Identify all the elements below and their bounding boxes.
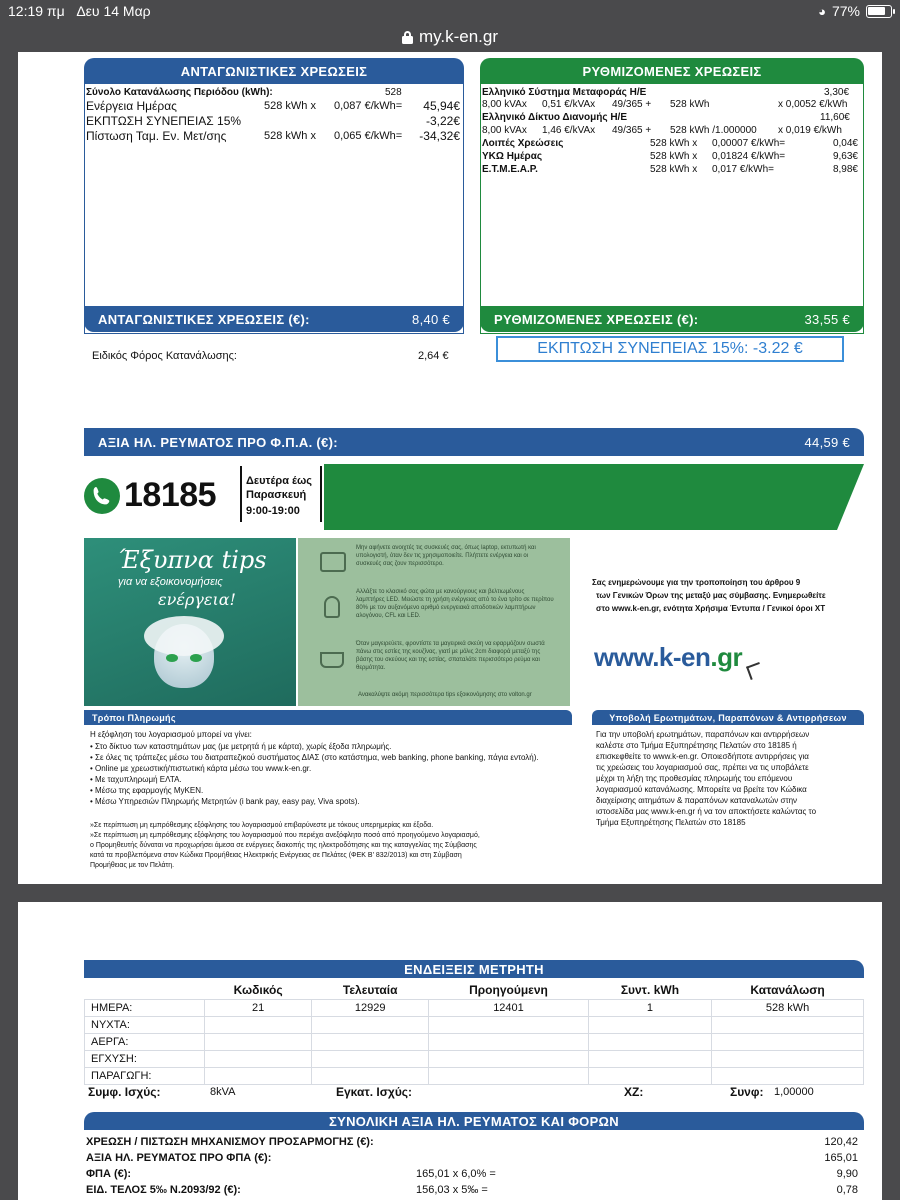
regulated-row-label: Ε.Τ.Μ.Ε.Α.Ρ. (482, 164, 538, 175)
payment-method-item: • Στο δίκτυο των καταστημάτων μας (με μετρητά ή με κάρτα), χωρίς έξοδα πληρωμής. (90, 742, 392, 751)
meter-cell: ΑΕΡΓΑ: (85, 1033, 205, 1050)
competitive-row-qty: 528 kWh x (264, 130, 316, 142)
payment-note-line: Προμήθειας με τον Πελάτη. (90, 862, 175, 869)
meter-row (85, 1033, 864, 1050)
battery-percent: 77% (831, 3, 860, 19)
total-consumption-label: Σύνολο Κατανάλωσης Περιόδου (kWh): (86, 87, 273, 98)
summary-row-label: ΕΙΔ. ΤΕΛΟΣ 5‰ Ν.2093/92 (€): (86, 1184, 241, 1196)
meter-cell: ΗΜΕΡΑ: (85, 999, 205, 1016)
mascot-image (154, 624, 214, 688)
consumption-tax-value: 2,64 € (418, 350, 449, 362)
meter-cell: ΝΥΧΤΑ: (85, 1016, 205, 1033)
regulated-row-amount: 0,04€ (832, 138, 858, 149)
green-banner (324, 464, 864, 530)
competitive-row-label: ΕΚΠΤΩΣΗ ΣΥΝΕΠΕΙΑΣ 15% (86, 114, 242, 128)
meter-table (84, 982, 864, 1085)
regulated-row-amount: 9,63€ (832, 151, 858, 162)
distribution-detail-2: 1,46 €/kVAx (542, 125, 596, 136)
meter-cell: 1 (588, 999, 711, 1016)
tips-title: Έξυπνα tips (118, 546, 267, 574)
status-bar (0, 0, 900, 22)
meter-cell (312, 1016, 429, 1033)
tip-1: Μην αφήνετε ανοιχτές τις συσκευές σας, όπως laptop, εκτυπωτή και υπολογιστή, όταν δεν τις χρησιμοποιείτε. Πλήττετε ενέργεια και οι συσκευές σας ζουν περισσότερο. (356, 545, 536, 567)
k-en-logo: www.k-en.gr (594, 642, 743, 672)
competitive-row-qty: 528 kWh x (264, 100, 316, 112)
transmission-detail-3: 49/365 + (612, 99, 652, 110)
status-time: 12:19 πμ Δευ 14 Μαρ (8, 3, 151, 19)
competitive-row-rate: 0,087 €/kWh= (334, 100, 403, 112)
meter-column-header: Προηγούμενη (469, 983, 548, 998)
summary-row-calc: 156,03 x 5‰ = (416, 1184, 488, 1196)
distribution-detail-3: 49/365 + (612, 125, 652, 136)
bill-page-2 (18, 902, 882, 1200)
meter-cell (205, 1033, 312, 1050)
meter-cell (205, 1050, 312, 1067)
payment-method-item: • Μέσω της εφαρμογής MyKEN. (90, 786, 204, 795)
notice-line-1: Σας ενημερώνουμε για την τροποποίηση του άρθρου 9 (592, 578, 801, 587)
meter-cell: ΠΑΡΑΓΩΓΗ: (85, 1067, 205, 1084)
summary-row-amount: 120,42 (824, 1136, 858, 1148)
meter-cell: ΕΓΧΥΣΗ: (85, 1050, 205, 1067)
xz-label: ΧΖ: (624, 1085, 644, 1099)
summary-row-label: ΦΠΑ (€): (86, 1168, 132, 1180)
cos-phi-value: 1,00000 (774, 1086, 814, 1098)
phone-number: 18185 (124, 476, 217, 514)
meter-cell: 21 (205, 999, 312, 1016)
distribution-label: Ελληνικό Δίκτυο Διανομής Η/Ε (482, 112, 627, 123)
distribution-amount: 11,60€ (820, 112, 850, 123)
address-bar[interactable] (0, 22, 900, 52)
meter-header: ΕΝΔΕΙΞΕΙΣ ΜΕΤΡΗΤΗ (84, 960, 864, 978)
hours-time: 9:00-19:00 (246, 505, 300, 517)
regulated-row-qty: 528 kWh x (650, 151, 698, 162)
competitive-row-rate: 0,065 €/kWh= (334, 130, 403, 142)
complaints-header: Υποβολή Ερωτημάτων, Παραπόνων & Αντιρρήσεων (592, 710, 864, 725)
regulated-header: ΡΥΘΜΙΖΟΜΕΝΕΣ ΧΡΕΩΣΕΙΣ (480, 58, 864, 84)
total-consumption-value: 528 (385, 87, 402, 98)
meter-cell (588, 1050, 711, 1067)
transmission-label: Ελληνικό Σύστημα Μεταφοράς Η/Ε (482, 87, 647, 98)
regulated-row-label: Λοιπές Χρεώσεις (482, 138, 564, 149)
laptop-icon (320, 552, 346, 572)
meter-column-header: Κατανάλωση (750, 983, 825, 998)
bill-page-1 (18, 52, 882, 884)
summary-row-amount: 0,78 (836, 1184, 858, 1196)
meter-column-header: Κωδικός (233, 983, 283, 998)
complaints-line: λογαριασμού κατανάλωσης. Μπορείτε να βρείτε τον Κώδικα (596, 785, 807, 794)
complaints-line: επισκεφθείτε το www.k-en.gr. Οποιεσδήποτε αντιρρήσεις για (596, 752, 809, 761)
payment-note-line: »Σε περίπτωση μη εμπρόθεσμης εξόφλησης του λογαριασμού που περιέχει ανεξόφλητο ποσό από προηγούμενο λογαριασμό, (90, 832, 480, 839)
meter-cell (429, 1033, 589, 1050)
meter-cell: 12929 (312, 999, 429, 1016)
competitive-row-label: Πίστωση Ταμ. Εν. Μετ/σης (86, 129, 227, 143)
complaints-line: μέχρι τη λήξη της προθεσμίας πληρωμής του επόμενου (596, 774, 793, 783)
notice-line-3: στο www.k-en.gr, ενότητα Χρήσιμα Έντυπα / Γενικοί όροι ΧΤ (596, 604, 826, 613)
transmission-detail-1: 8,00 kVAx (482, 99, 527, 110)
tips-subtitle-2: ενέργεια! (158, 590, 236, 609)
hours-days-2: Παρασκευή (246, 489, 307, 501)
meter-cell (205, 1067, 312, 1084)
tips-footer: Ανακαλύψτε ακόμη περισσότερα tips εξοικονόμησης στο volton.gr (358, 692, 532, 698)
meter-cell (205, 1016, 312, 1033)
complaints-line: τις χρεώσεις του λογαριασμού σας, πρέπει να τις υποβάλετε (596, 763, 809, 772)
phone-icon (84, 478, 120, 514)
meter-cell (429, 1050, 589, 1067)
pot-icon (320, 652, 344, 668)
distribution-detail-1: 8,00 kVAx (482, 125, 527, 136)
meter-cell (429, 1016, 589, 1033)
consistency-discount-box: ΕΚΠΤΩΣΗ ΣΥΝΕΠΕΙΑΣ 15%: -3.22 € (496, 336, 844, 362)
regulated-row-rate: 0,017 €/kWh= (712, 164, 774, 175)
hours-days-1: Δευτέρα έως (246, 475, 312, 487)
payment-method-item: • Μέσω Υπηρεσιών Πληρωμής Μετρητών (i bank pay, easy pay, Viva spots). (90, 797, 360, 806)
complaints-line: Για την υποβολή ερωτημάτων, παραπόνων και αντιρρήσεων (596, 730, 810, 739)
lightbulb-icon (324, 596, 340, 618)
payment-method-item: • Σε όλες τις τράπεζες μέσω του διατραπεζικού συστήματος ΔΙΑΣ (στο κατάστημα, web banking, phone banking, πάγια εντολή). (90, 753, 539, 762)
meter-cell (312, 1067, 429, 1084)
competitive-row-amount: 45,94€ (423, 99, 460, 113)
regulated-row-rate: 0,00007 €/kWh= (712, 138, 786, 149)
transmission-amount: 3,30€ (824, 87, 850, 98)
lock-icon (402, 31, 413, 44)
distribution-detail-4: 528 kWh /1.000000 (670, 125, 757, 136)
regulated-row-qty: 528 kWh x (650, 164, 698, 175)
transmission-detail-2: 0,51 €/kVAx (542, 99, 596, 110)
competitive-header: ΑΝΤΑΓΩΝΙΣΤΙΚΕΣ ΧΡΕΩΣΕΙΣ (84, 58, 464, 84)
meter-row (85, 999, 864, 1016)
summary-header: ΣΥΝΟΛΙΚΗ ΑΞΙΑ ΗΛ. ΡΕΥΜΑΤΟΣ ΚΑΙ ΦΟΡΩΝ (84, 1112, 864, 1130)
contract-power-label: Συμφ. Ισχύς: (88, 1085, 161, 1099)
competitive-row-label: Ενέργεια Ημέρας (86, 99, 177, 113)
cursor-icon (746, 662, 764, 680)
meter-column-header: Συντ. kWh (620, 983, 680, 998)
transmission-detail-5: x 0,0052 €/kWh (778, 99, 848, 110)
meter-cell (712, 1016, 864, 1033)
meter-row (85, 1050, 864, 1067)
distribution-detail-5: x 0,019 €/kWh (778, 125, 842, 136)
cos-phi-label: Συνφ: (730, 1085, 764, 1099)
regulated-footer: ΡΥΘΜΙΖΟΜΕΝΕΣ ΧΡΕΩΣΕΙΣ (€): 33,55 € (480, 306, 864, 332)
summary-row-calc: 165,01 x 6,0% = (416, 1168, 496, 1180)
meter-cell (712, 1050, 864, 1067)
value-before-vat-bar: ΑΞΙΑ ΗΛ. ΡΕΥΜΑΤΟΣ ΠΡΟ Φ.Π.Α. (€): 44,59 € (84, 428, 864, 456)
tip-3: Όταν μαγειρεύετε, φροντίστε τα μαγειρικά σκεύη να εφαρμόζουν σωστά πάνω στις εστίες της κουζίνας, γιατί με μόλις 2cm διαφορά μεταξύ της βάσης του σκεύους και της εστίας, σπαταλάτε περισσότερο ρεύμα και θερμότητα. (356, 641, 545, 671)
meter-row (85, 1016, 864, 1033)
regulated-row-rate: 0,01824 €/kWh= (712, 151, 786, 162)
meter-column-header (85, 982, 205, 999)
payment-method-item: • Με ταχυπληρωμή ΕΛΤΑ. (90, 775, 182, 784)
url-text: my.k-en.gr (418, 27, 499, 46)
payment-intro: Η εξόφληση του λογαριασμού μπορεί να γίνει: (90, 730, 252, 739)
meter-row (85, 1067, 864, 1084)
contract-power-value: 8kVA (210, 1086, 236, 1098)
meter-cell (712, 1033, 864, 1050)
summary-row-label: ΧΡΕΩΣΗ / ΠΙΣΤΩΣΗ ΜΗΧΑΝΙΣΜΟΥ ΠΡΟΣΑΡΜΟΓΗΣ (€): (86, 1136, 374, 1148)
meter-cell (429, 1067, 589, 1084)
consumption-tax-label: Ειδικός Φόρος Κατανάλωσης: (92, 350, 237, 362)
battery-fill (868, 7, 885, 15)
regulated-row-amount: 8,98€ (832, 164, 858, 175)
installed-power-label: Εγκατ. Ισχύς: (336, 1085, 413, 1099)
tip-2: Αλλάξτε το κλασικό σας φώτα με κανούργιους και βελτιωμένους λαμπτήρες LED. Μειώστε τη χρήση ενέργειας από το ένα τρίτο σε περίπου 80% με τον αυξανόμενο αριθμό ενεργειακά αποδοτικών λαμπτήρων αλογόνου, CFL και LED. (356, 589, 554, 619)
payment-header: Τρόποι Πληρωμής (84, 710, 572, 725)
payment-note-line: »Σε περίπτωση μη εμπρόθεσμης εξόφλησης του λογαριασμού επιβαρύνεστε με τόκους υπερημερίας και έξοδα. (90, 822, 434, 829)
regulated-row-label: ΥΚΩ Ημέρας (482, 151, 543, 162)
battery-icon (866, 5, 892, 18)
meter-cell: 528 kWh (712, 999, 864, 1016)
complaints-line: διαχείρισης αιτημάτων & παραπόνων καταναλωτών στην (596, 796, 798, 805)
wifi-icon: ◕ (818, 3, 826, 19)
complaints-line: καλέστε στο Τμήμα Εξυπηρέτησης Πελατών στο 18185 ή (596, 741, 797, 750)
meter-cell (312, 1050, 429, 1067)
meter-cell (312, 1033, 429, 1050)
regulated-row-qty: 528 kWh x (650, 138, 698, 149)
meter-cell: 12401 (429, 999, 589, 1016)
payment-note-line: κατά τα προβλεπόμενα στον Κώδικα Προμήθειας Ηλεκτρικής Ενέργειας σε Πελάτες (ΦΕΚ Β' 832/2013) και στη Σύμβαση (90, 852, 462, 859)
complaints-line: Τμήμα Εξυπηρέτησης Πελατών στο 18185 (596, 818, 746, 827)
meter-cell (588, 1016, 711, 1033)
competitive-row-amount: -3,22€ (425, 114, 460, 128)
status-right (818, 3, 892, 19)
meter-cell (588, 1067, 711, 1084)
complaints-line: ιστοσελίδα μας www.k-en.gr ή να τον αποκτήσετε καλώντας το (596, 807, 817, 816)
notice-line-2: των Γενικών Όρων της μεταξύ μας σύμβασης. Ενημερωθείτε (596, 591, 826, 600)
meter-cell (712, 1067, 864, 1084)
competitive-row-amount: -34,32€ (419, 129, 460, 143)
transmission-detail-4: 528 kWh (670, 99, 710, 110)
tips-subtitle-1: για να εξοικονομήσεις (118, 576, 223, 588)
payment-note-line: ο Προμηθευτής δύναται να προχωρήσει άμεσα σε ενέργειες διακοπής της ηλεκτροδότησης και της καταγγελίας της Σύμβασης (90, 842, 477, 849)
meter-cell (588, 1033, 711, 1050)
summary-row-amount: 165,01 (824, 1152, 858, 1164)
competitive-footer: ΑΝΤΑΓΩΝΙΣΤΙΚΕΣ ΧΡΕΩΣΕΙΣ (€): 8,40 € (84, 306, 464, 332)
summary-row-label: ΑΞΙΑ ΗΛ. ΡΕΥΜΑΤΟΣ ΠΡΟ ΦΠΑ (€): (86, 1152, 272, 1164)
meter-column-header: Τελευταία (342, 983, 398, 998)
summary-row-amount: 9,90 (836, 1168, 858, 1180)
payment-method-item: • Online με χρεωστική/πιστωτική κάρτα μέσω του www.k-en.gr. (90, 764, 312, 773)
